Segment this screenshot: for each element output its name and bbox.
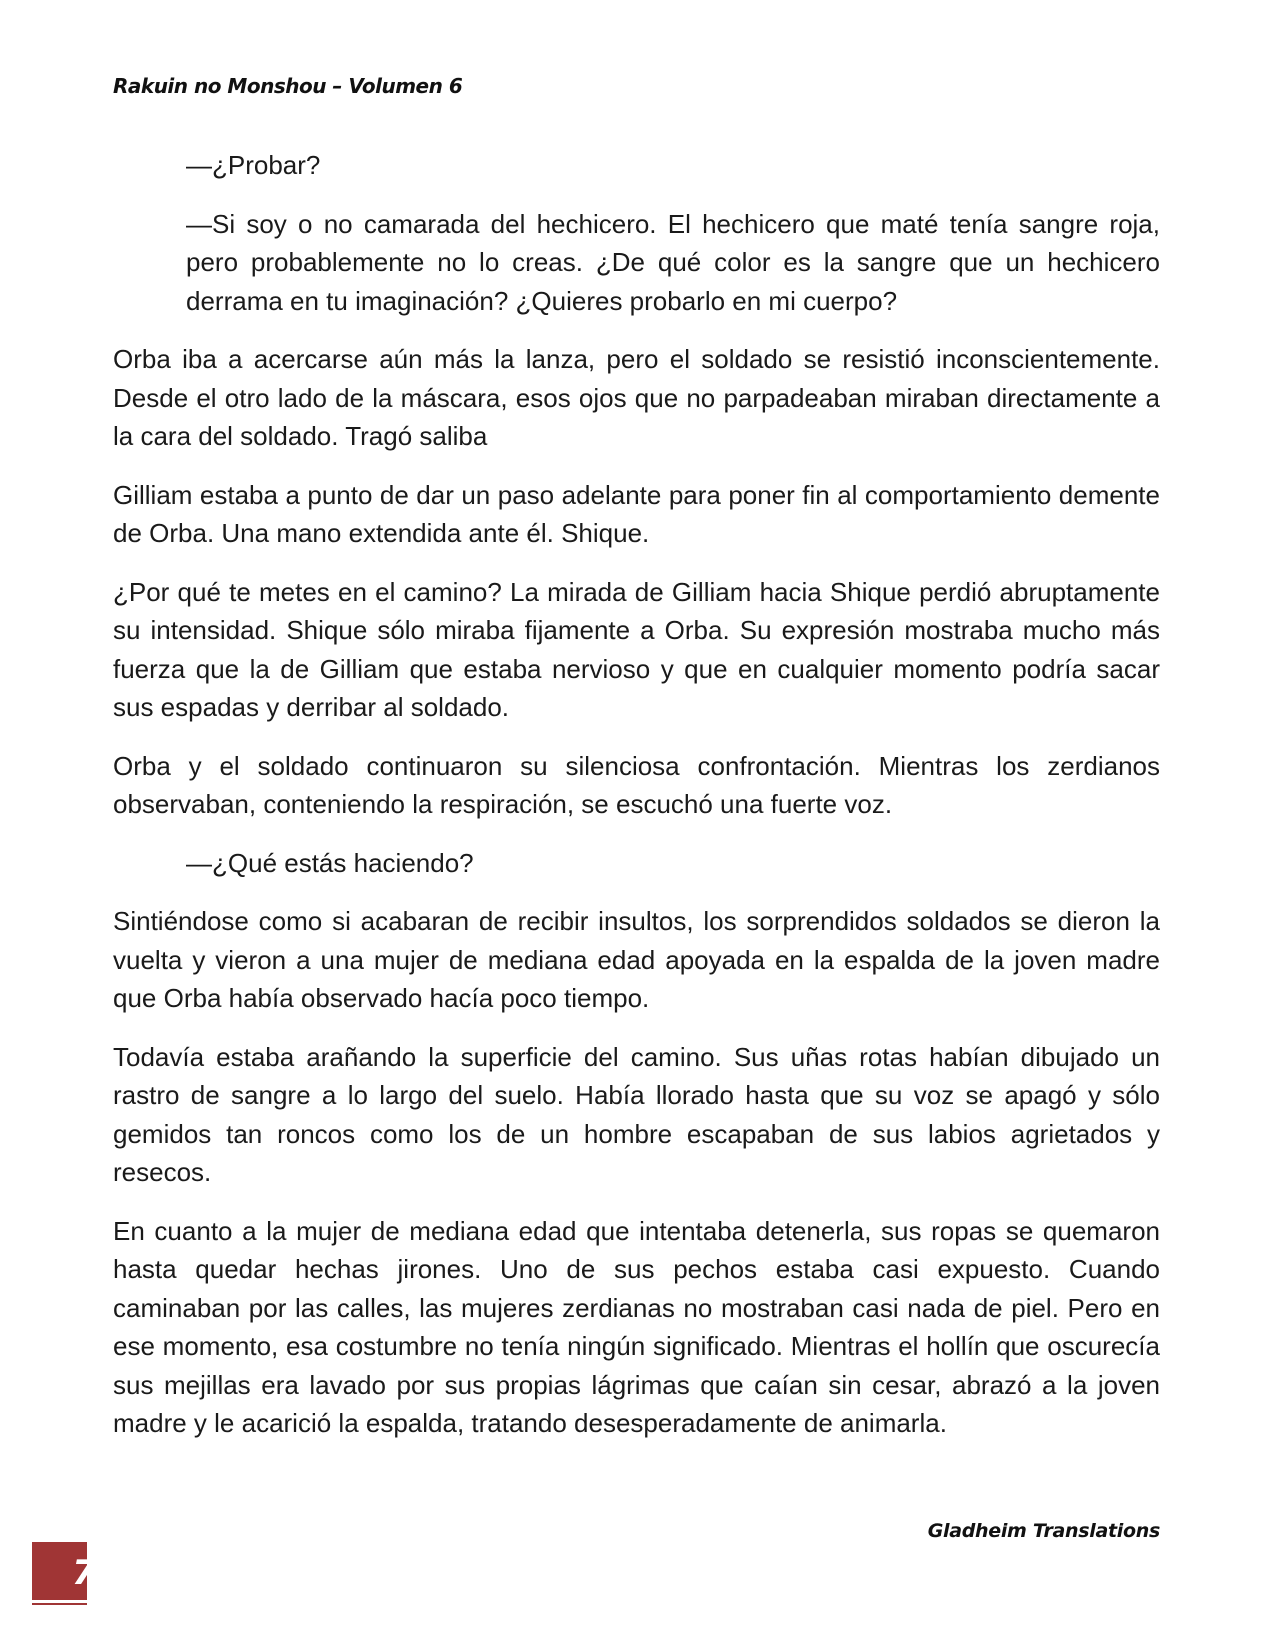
page-number-badge: [32, 1542, 96, 1600]
page-content: [113, 146, 1160, 1463]
page-number: 7: [72, 1553, 96, 1593]
paragraph: Sintiéndose como si acabaran de recibir insultos, los sorprendidos soldados se dieron la vuelta y vieron a una mujer de mediana edad apoyada en la espalda de la joven madre que Orba había observado hacía poco tiempo.: [113, 906, 1160, 1013]
paragraph: Todavía estaba arañando la superficie del camino. Sus uñas rotas habían dibujado un rastro de sangre a lo largo del suelo. Había llorado hasta que su voz se apagó y sólo gemidos tan roncos como los de un hombre escapaban de sus labios agrietados y resecos.: [113, 1041, 1160, 1187]
paragraph: ¿Por qué te metes en el camino? La mirada de Gilliam hacia Shique perdió abruptamente su intensidad. Shique sólo miraba fijamente a Orba. Su expresión mostraba mucho más fuerza que la de Gilliam que estaba nervioso y que en cualquier momento podría sacar sus espadas y derribar al soldado.: [113, 576, 1160, 722]
paragraph: Orba iba a acercarse aún más la lanza, pero el soldado se resistió inconscientemente. Desde el otro lado de la máscara, esos ojos que no parpadeaban miraban directamente a la cara del soldado. Tragó saliba: [113, 344, 1160, 451]
running-header: Rakuin no Monshou – Volumen 6: [113, 74, 463, 98]
paragraph-dialog: —¿Qué estás haciendo?: [186, 847, 474, 878]
paragraph-dialog: —¿Probar?: [186, 150, 321, 180]
paragraph: Orba y el soldado continuaron su silenciosa confrontación. Mientras los zerdianos observaban, conteniendo la respiración, se escuchó una fuerte voz.: [113, 750, 1160, 819]
footer-credit: Gladheim Translations: [927, 1520, 1160, 1542]
paragraph: En cuanto a la mujer de mediana edad que intentaba detenerla, sus ropas se quemaron hasta quedar hechas jirones. Uno de sus pechos estaba casi expuesto. Cuando caminaban por las calles, las mujeres zerdianas no mostraban casi nada de piel. Pero en ese momento, esa costumbre no tenía ningún significado. Mientras el hollín que oscurecía sus mejillas era lavado por sus propias lágrimas que caían sin cesar, abrazó a la joven madre y le acarició la espalda, tratando desesperadamente de animarla.: [113, 1215, 1160, 1438]
paragraph-dialog: —Si soy o no camarada del hechicero. El hechicero que maté tenía sangre roja, pero probablemente no lo creas. ¿De qué color es la sangre que un hechicero derrama en tu imaginación? ¿Quieres probarlo en mi cuerpo?: [186, 208, 1160, 316]
paragraph: Gilliam estaba a punto de dar un paso adelante para poner fin al comportamiento demente de Orba. Una mano extendida ante él. Shique.: [113, 479, 1160, 548]
page-number-rule: [32, 1603, 87, 1605]
